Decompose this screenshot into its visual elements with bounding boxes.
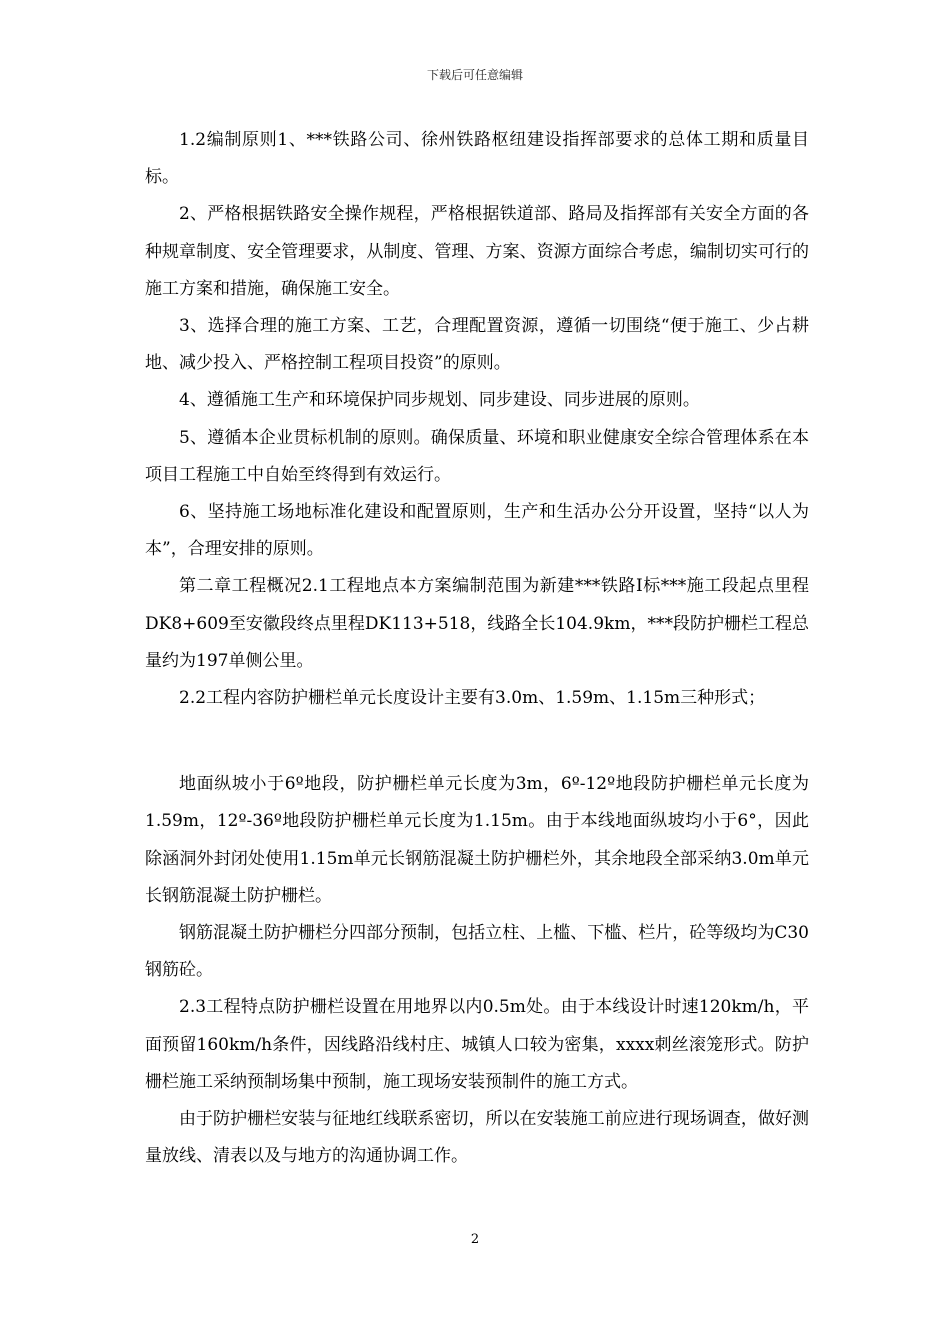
paragraph: 由于防护栅栏安装与征地红线联系密切，所以在安装施工前应进行现场调查，做好测量放线、清表以及与地方的沟通协调工作。 xyxy=(145,1109,809,1167)
paragraph: 地面纵坡小于6º地段，防护栅栏单元长度为3m，6º-12º地段防护栅栏单元长度为1.59m，12º-36º地段防护栅栏单元长度为1.15m。由于本线地面纵坡均小于6°，因此除涵洞外封闭处使用1.15m单元长钢筋混凝土防护栅栏外，其余地段全部采纳3.0m单元长钢筋混凝土防护栅栏。 xyxy=(145,774,809,906)
paragraph: 3、选择合理的施工方案、工艺，合理配置资源，遵循一切围绕“便于施工、少占耕地、减少投入、严格控制工程项目投资”的原则。 xyxy=(145,316,809,374)
page-number: 2 xyxy=(470,1232,480,1247)
paragraph: 5、遵循本企业贯标机制的原则。确保质量、环境和职业健康安全综合管理体系在本项目工程施工中自始至终得到有效运行。 xyxy=(145,427,809,485)
paragraph: 钢筋混凝土防护栅栏分四部分预制，包括立柱、上槛、下槛、栏片，砼等级均为C30钢筋砼。 xyxy=(145,923,809,981)
paragraph: 2.2工程内容防护栅栏单元长度设计主要有3.0m、1.59m、1.15m三种形式； xyxy=(179,688,766,709)
paragraph: 2、严格根据铁路安全操作规程，严格根据铁道部、路局及指挥部有关安全方面的各种规章制度、安全管理要求，从制度、管理、方案、资源方面综合考虑，编制切实可行的施工方案和措施，确保施工安全。 xyxy=(145,204,809,299)
paragraph: 6、坚持施工场地标准化建设和配置原则，生产和生活办公分开设置，坚持“以人为本”，合理安排的原则。 xyxy=(145,502,809,560)
paragraph: 第二章工程概况2.1工程地点本方案编制范围为新建***铁路Ⅰ标***施工段起点里程DK8+609至安徽段终点里程DK113+518，线路全长104.9km，***段防护栅栏工程总量约为197单侧公里。 xyxy=(145,576,809,671)
paragraph: 2.3工程特点防护栅栏设置在用地界以内0.5m处。由于本线设计时速120km/h，平面预留160km/h条件，因线路沿线村庄、城镇人口较为密集，xxxx刺丝滚笼形式。防护栅栏施工采纳预制场集中预制，施工现场安装预制件的施工方式。 xyxy=(145,997,809,1092)
paragraph-gap xyxy=(145,717,809,766)
paragraph: 4、遵循施工生产和环境保护同步规划、同步建设、同步进展的原则。 xyxy=(179,390,700,411)
paragraph: 1.2编制原则1、***铁路公司、徐州铁路枢纽建设指挥部要求的总体工期和质量目标。 xyxy=(145,130,809,188)
document-body xyxy=(145,122,809,1175)
page-header: 下载后可任意编辑 xyxy=(426,68,523,82)
